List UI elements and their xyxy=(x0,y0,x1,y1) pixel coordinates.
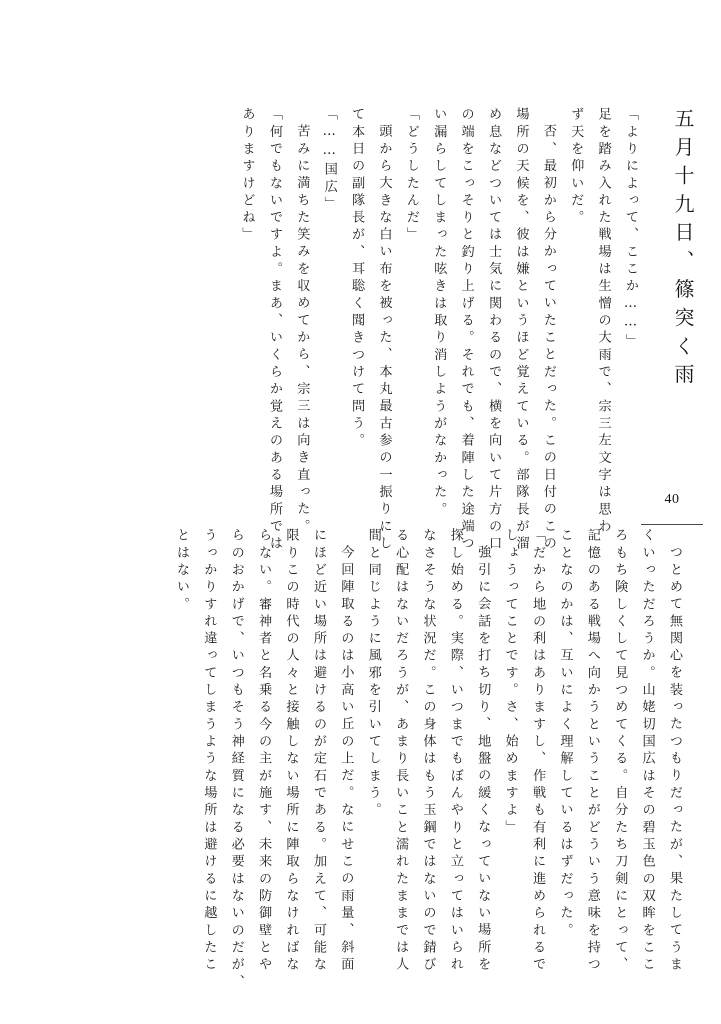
body-upper-column: ず天を仰いだ。 xyxy=(568,107,584,228)
body-lower-column: とはない。 xyxy=(173,528,189,614)
body-lower-column: 強引に会話を打ち切り、地盤の緩くなっていない場所を xyxy=(475,545,491,974)
body-lower-column: 探し始める。実際、いつまでもぼんやりと立ってはいられ xyxy=(447,528,463,975)
body-lower-column: ことなのかは、互いによく理解しているはずだった。 xyxy=(557,528,573,940)
body-upper-column: 「よりによって、ここか……」 xyxy=(623,107,638,351)
body-lower-column: にほど近い場所は避けるのが定石である。加えて、可能な xyxy=(310,528,326,975)
body-lower-column: ろもち険しくして見つめてくる。自分たち刀剣にとって、 xyxy=(612,528,628,975)
body-upper-column: て本日の副隊長が、耳聡く聞きつけて問う。 xyxy=(349,107,365,451)
body-upper-column: 「……国広」 xyxy=(321,107,337,214)
body-upper-column: 「何でもないですよ。まあ、いくらか覚えのある場所では xyxy=(266,107,282,554)
body-lower-column: 記憶のある戦場へ向かうということがどういう意味を持つ xyxy=(584,528,600,975)
body-lower-column: うっかりすれ違ってしまうような場所は避けるに越したこ xyxy=(201,528,217,975)
body-upper-column: ありますけどね」 xyxy=(239,107,255,245)
body-lower-column: しょうってことです。さ、始めますよ」 xyxy=(502,528,518,837)
folio-rule xyxy=(641,524,703,525)
body-upper-column: 「どうしたんだ」 xyxy=(403,107,419,245)
body-lower-column: 「だから地の利はありますし、作戦も有利に進められるで xyxy=(530,528,546,975)
body-lower-column: らない。審神者と名乗る今の主が施す、未来の防御壁とや xyxy=(256,528,272,975)
body-lower-column: る心配はないだろうが、あまり長いこと濡れたままでは人 xyxy=(393,528,409,975)
page-number: 40 xyxy=(664,492,680,507)
body-upper-column: 苦みに満ちた笑みを収めてから、宗三は向き直った。 xyxy=(294,124,310,536)
body-lower-column: 間と同じように風邪を引いてしまう。 xyxy=(365,528,381,820)
body-text-upper-block xyxy=(212,107,638,554)
body-upper-column: い漏らしてしまった呟きは取り消しようがなかった。 xyxy=(431,107,447,519)
body-upper-column: の端をこっそりと釣り上げる。それでも、着陣した途端つ xyxy=(458,107,474,554)
body-upper-column: 場所の天候を、彼は嫌というほど覚えている。部隊長が溜 xyxy=(513,107,529,554)
body-upper-column: め息などついては士気に関わるので、横を向いて片方の口 xyxy=(486,107,502,554)
chapter-title: 五月十九日、篠突く雨 xyxy=(671,108,695,392)
body-lower-column: らのおかげで、いつもそう神経質になる必要はないのだが、 xyxy=(228,528,244,992)
body-lower-column: 今回陣取るのは小高い丘の上だ。なにせこの雨量、斜面 xyxy=(338,545,354,974)
body-text-lower-block xyxy=(96,528,682,992)
body-lower-column: なさそうな状況だ。この身体はもう玉鋼ではないので錆び xyxy=(420,528,436,975)
body-lower-column: くいっただろうか。山姥切国広はその碧玉色の双眸をここ xyxy=(639,528,655,975)
body-upper-column: 否、最初から分かっていたことだった。この日付のこの xyxy=(540,124,556,553)
body-upper-column: 足を踏み入れた戦場は生憎の大雨で、宗三左文字は思わ xyxy=(595,107,611,536)
body-lower-column: 限りこの時代の人々と接触しない場所に陣取らなければな xyxy=(283,528,299,975)
body-upper-column: 頭から大きな白い布を被った、本丸最古参の一振りにし xyxy=(376,124,392,553)
body-lower-column: つとめて無関心を装ったつもりだったが、果たしてうま xyxy=(667,545,682,974)
